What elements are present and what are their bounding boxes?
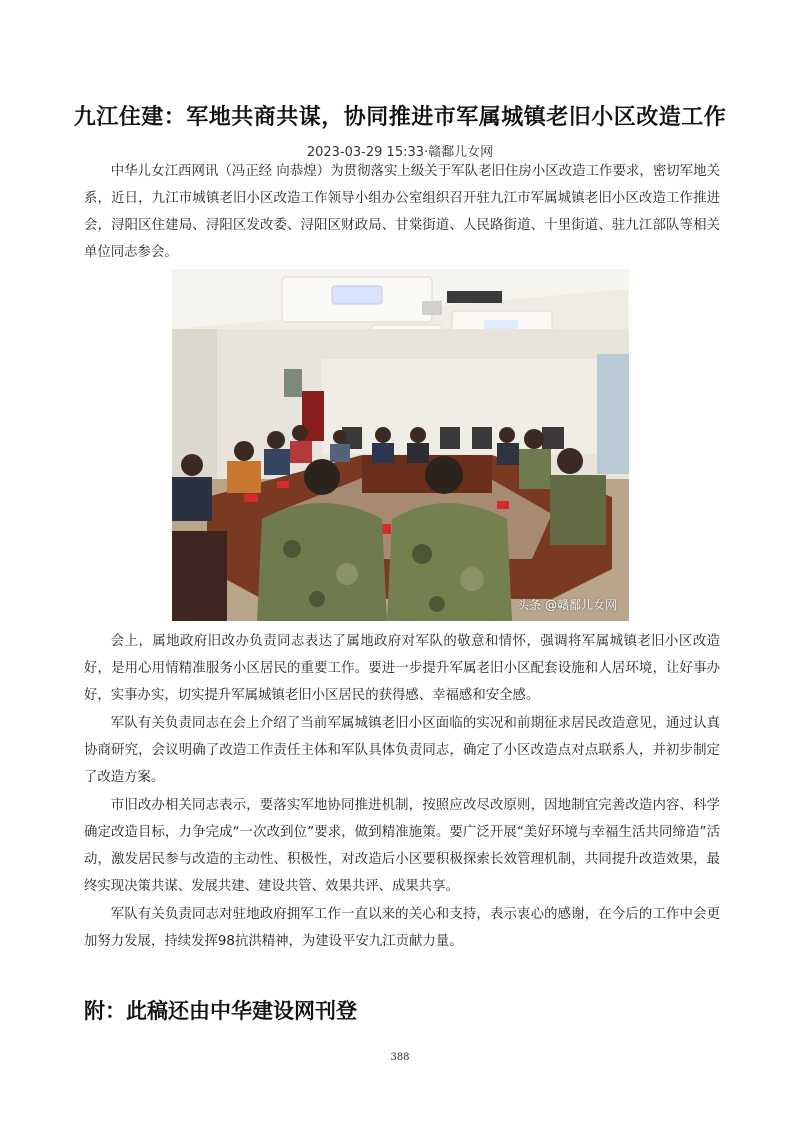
photo-watermark: 头条 @赣鄱儿女网 — [517, 598, 617, 612]
paragraph-meeting: 会上，属地政府旧改办负责同志表达了属地政府对军队的敬意和情怀，强调将军属城镇老旧小区改造好，是用心用情精准服务小区居民的重要工作。要进一步提升军属老旧小区配套设施和人居环境，让好事办好，实事办实，切实提升军属城镇老旧小区居民的获得感、幸福感和安全感。 — [84, 634, 720, 703]
footer-note: 附：此稿还由中华建设网刊登 — [84, 998, 357, 1023]
paragraph-intro: 中华儿女江西网讯（冯正经 向恭煌）为贯彻落实上级关于军队老旧住房小区改造工作要求，密切军地关系，近日，九江市城镇老旧小区改造工作领导小组办公室组织召开驻九江市军属城镇老旧小区改造工作推进会，浔阳区住建局、浔阳区发改委、浔阳区财政局、甘棠街道、人民路街道、十里街道、驻九江部队等相关单位同志参会。 — [84, 164, 720, 260]
paragraph-army-thanks: 军队有关负责同志对驻地政府拥军工作一直以来的关心和支持，表示衷心的感谢，在今后的工作中会更加努力发展，持续发挥98抗洪精神，为建设平安九江贡献力量。 — [84, 907, 720, 949]
meeting-photo — [172, 269, 629, 621]
paragraph-army-intro: 军队有关负责同志在会上介绍了当前军属城镇老旧小区面临的实况和前期征求居民改造意见，通过认真协商研究，会议明确了改造工作责任主体和军队具体负责同志，确定了小区改造点对点联系人，并初步制定了改造方案。 — [84, 716, 720, 785]
page-number: 388 — [390, 1052, 410, 1063]
article-meta: 2023-03-29 15:33·赣鄱儿女网 — [306, 145, 494, 160]
paragraph-renovation-office: 市旧改办相关同志表示，要落实军地协同推进机制，按照应改尽改原则，因地制宜完善改造内容、科学确定改造目标，力争完成“一次改到位”要求，做到精准施策。要广泛开展“美好环境与幸福生活共同缔造”活动，激发居民参与改造的主动性、积极性，对改造后小区要积极探索长效管理机制，共同提升改造效果，最终实现决策共谋、发展共建、建设共管、效果共评、成果共享。 — [84, 798, 720, 894]
article-title: 九江住建：军地共商共谋，协同推进市军属城镇老旧小区改造工作 — [73, 104, 727, 130]
meeting-photo-illustration — [172, 269, 629, 621]
